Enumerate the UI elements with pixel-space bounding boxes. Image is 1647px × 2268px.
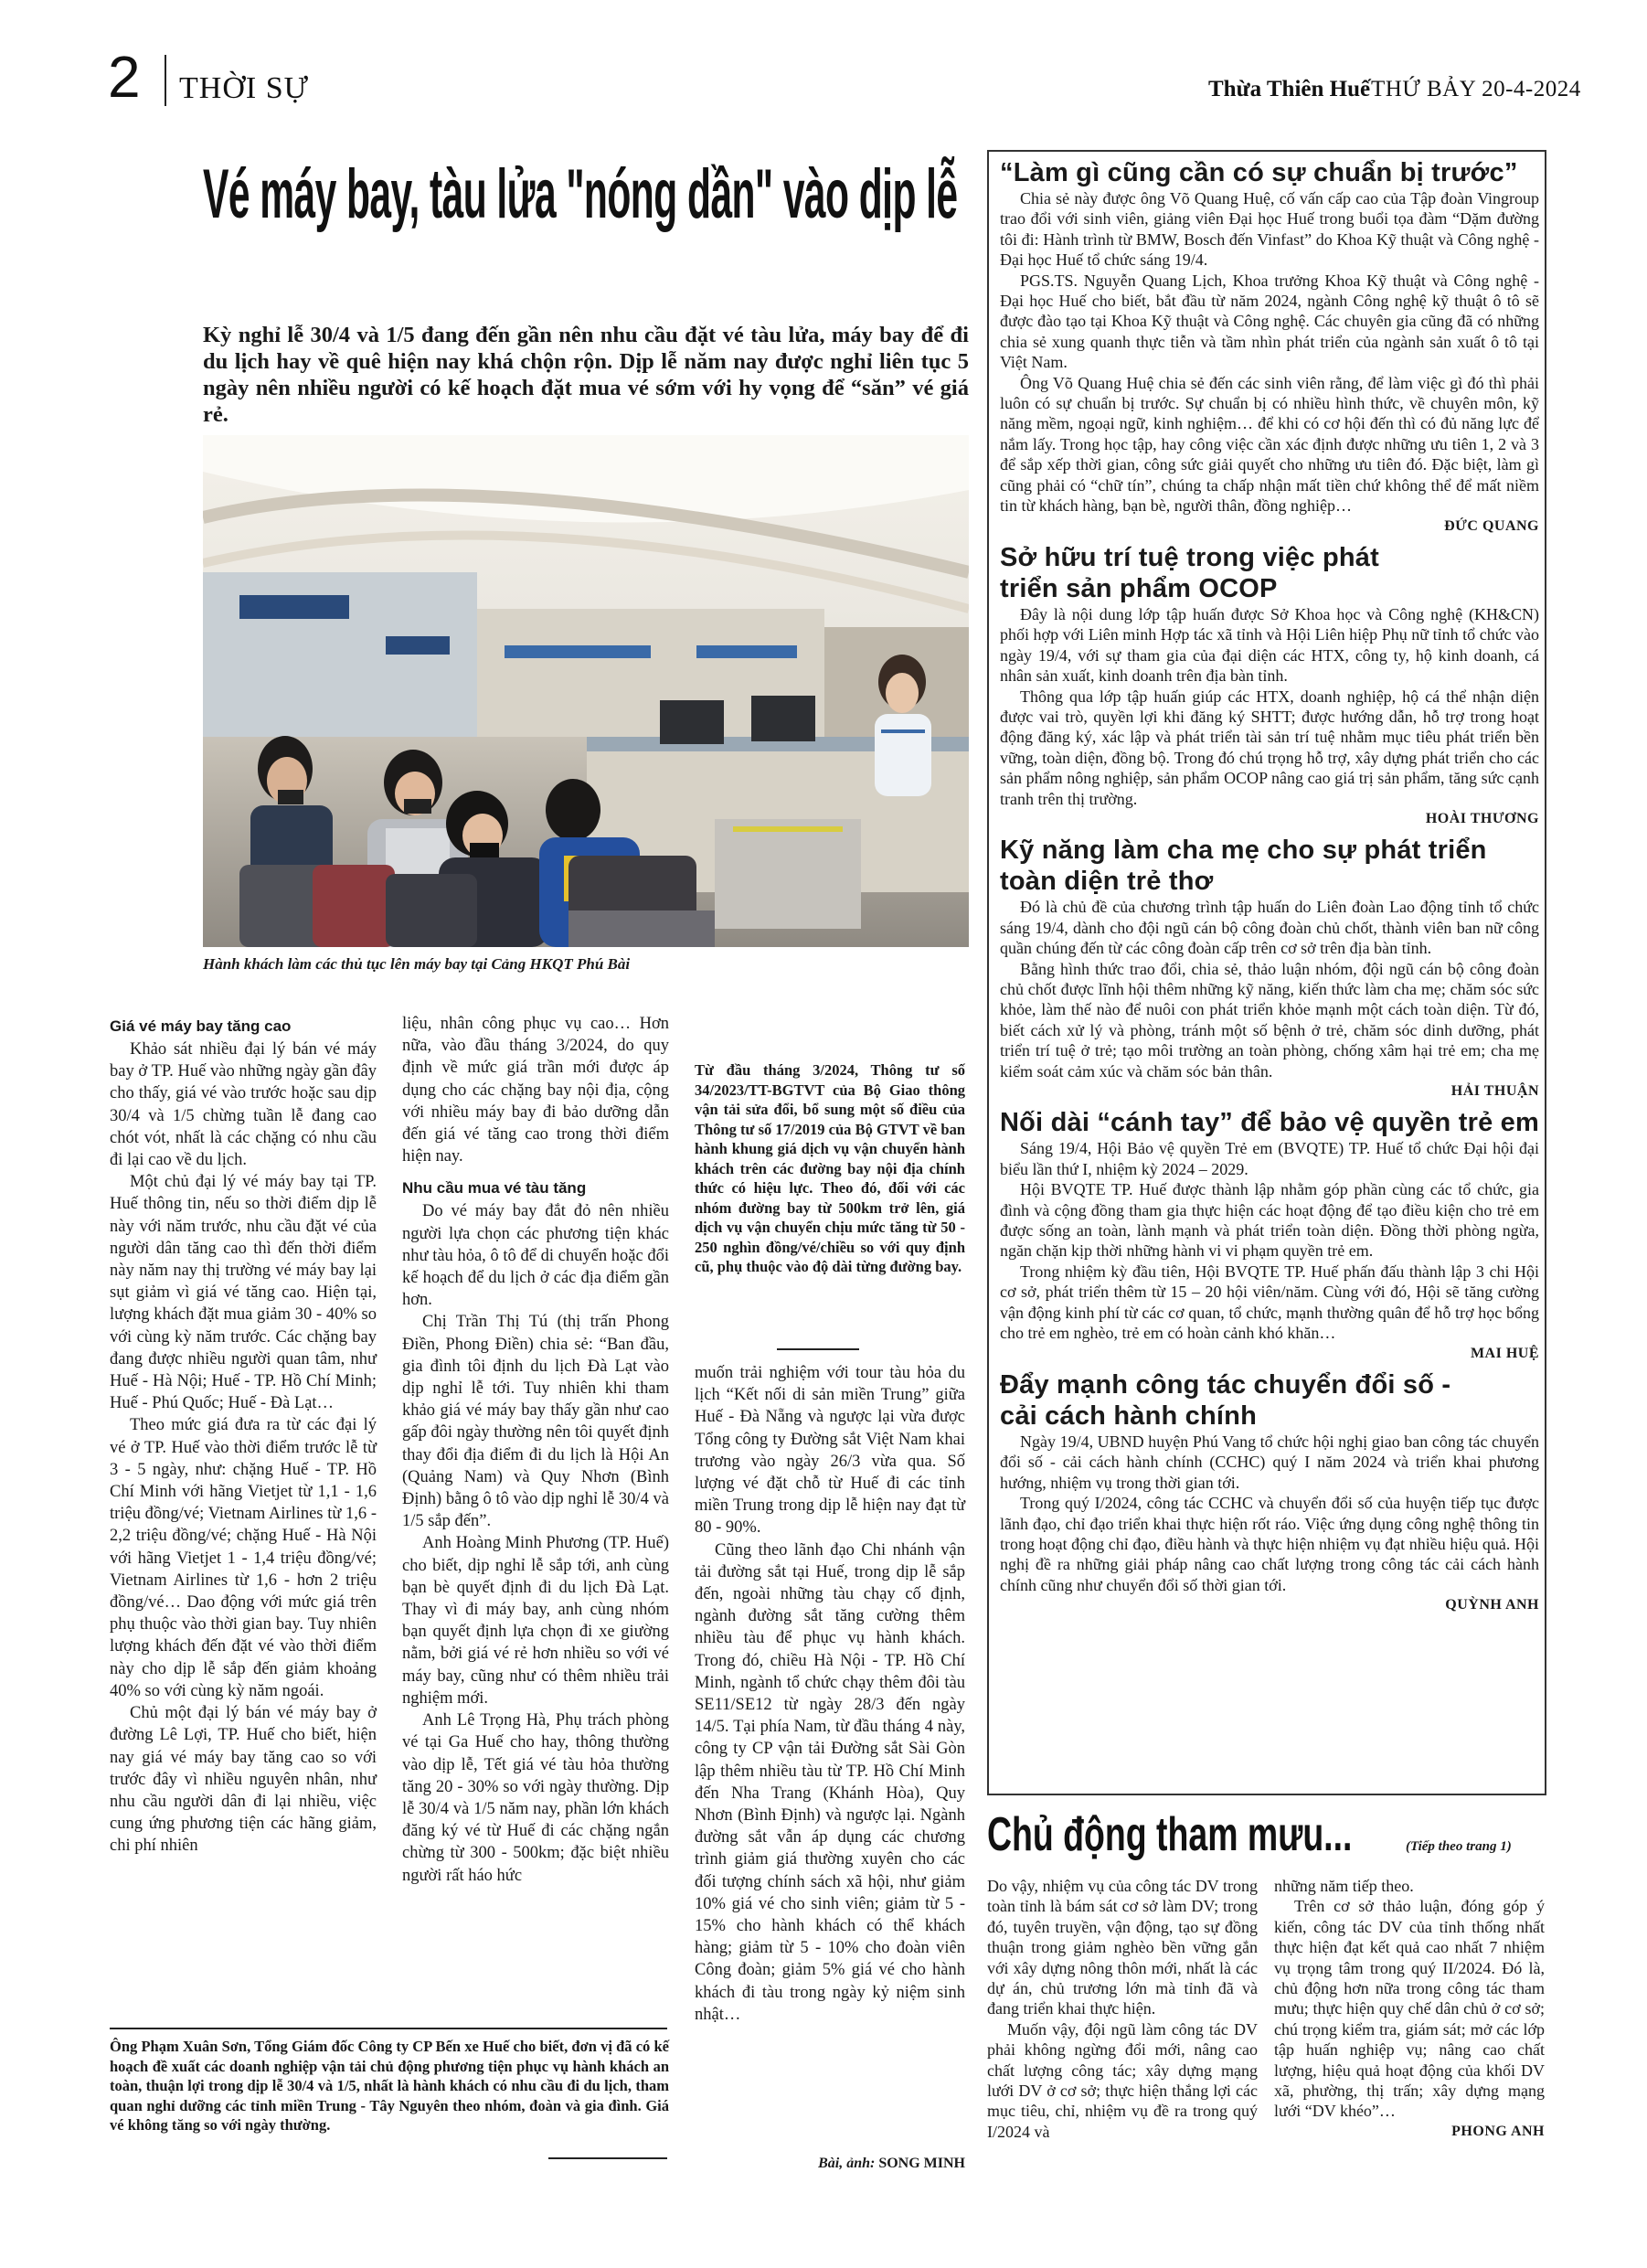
article-paragraph: Khảo sát nhiều đại lý bán vé máy bay ở TP. Huế vào những ngày gần đây cho thấy, giá vé vào trước hoặc sau dịp 30/4 và 1/5 chừng tuần lễ đang cao chót vót, nhất là các chặng có nhu cầu đi lại cao về du lịch. xyxy=(110,1040,377,1170)
article-paragraph: muốn trải nghiệm với tour tàu hỏa du lịch “Kết nối di sản miền Trung” giữa Huế - Đà Nẵng và ngược lại vừa được Tổng công ty Đường sắt Việt Nam khai trương vào ngày 26/3 vừa qua. Số lượng vé đặt chỗ từ Huế đi các tỉnh miền Trung trong dịp lễ hiện nay đạt từ 80 - 90%. xyxy=(695,1364,965,1538)
page-number: 2 xyxy=(108,44,141,110)
info-box: Từ đầu tháng 3/2024, Thông tư số 34/2023/TT-BGTVT của Bộ Giao thông vận tải sửa đổi, bổ sung một số điều của Thông tư số 17/2019 của Bộ GTVT về ban hành khung giá dịch vụ vận chuyển hành khách trên các đường bay nội địa chính thức có hiệu lực. Theo đó, đối với các nhóm đường bay từ 500km trở lên, giá dịch vụ vận chuyển chịu mức tăng từ 50 - 250 nghìn đồng/vé/chiều so với quy định cũ, phụ thuộc vào độ dài từng đường bay. xyxy=(695,1061,965,1275)
brief-author: QUỲNH ANH xyxy=(1445,1597,1539,1613)
continued-paragraph: Trên cơ sở thảo luận, đóng góp ý kiến, công tác DV của tỉnh thống nhất thực hiện đạt kết quả cao nhất 7 nhiệm vụ trọng tâm trong quý II/2024. Đó là, chủ động hơn nữa trong công tác tham mưu; thực hiện quy chế dân chủ ở cơ sở; chú trọng kiểm tra, giám sát; mở các lớp tập huấn nghiệp vụ; nâng cao chất lượng, hiệu quả hoạt động của khối DV xã, phường, thị trấn; xây dựng mạng lưới “DV khéo”… xyxy=(1274,1897,1545,2121)
continued-paragraph: những năm tiếp theo. xyxy=(1274,1877,1414,1895)
article-paragraph: liệu, nhân công phục vụ cao… Hơn nữa, vào đầu tháng 3/2024, do quy định về mức giá trần mới được áp dụng cho các chặng bay nội địa, cộng với nhiều máy bay đi bảo dưỡng dẫn đến giá vé tăng cao trong thời điểm hiện nay. xyxy=(402,1015,669,1166)
brief-author: ĐỨC QUANG xyxy=(1444,517,1539,534)
header-divider xyxy=(165,55,166,106)
brief-paragraph: Trong nhiệm kỳ đầu tiên, Hội BVQTE TP. Huế phấn đấu thành lập 3 chi Hội cơ sở, phát triển thêm từ 15 – 20 hội viên/năm. Cùng với đó, Hội sẽ tăng cường vận động kinh phí từ các cơ quan, tổ chức, mạnh thường quân để hỗ trợ học bổng cho trẻ em nghèo, trẻ em có hoàn cảnh khó khăn… xyxy=(1000,1262,1539,1343)
brief-paragraph: Trong quý I/2024, công tác CCHC và chuyển đổi số của huyện tiếp tục được lãnh đạo, chỉ đạo triển khai thực hiện rốt ráo. Việc ứng dụng công nghệ thông tin trong hoạt động chỉ đạo, điều hành và thực hiện nhiệm vụ đạt nhiều hiệu quả. Hội nghị đề ra những giải pháp nâng cao chất lượng trong công tác cải cách hành chính cũng như chuyển đổi số thời gian tới. xyxy=(1000,1494,1539,1594)
page-header xyxy=(0,0,1647,119)
issue-date: THỨ BẢY 20-4-2024 xyxy=(1371,77,1581,101)
brief-author: HOÀI THƯƠNG xyxy=(1425,810,1539,826)
brief-item xyxy=(1000,1369,1539,1616)
article-paragraph: Một chủ đại lý vé máy bay tại TP. Huế thông tin, nếu so thời điểm dịp lễ này với năm trước, nhu cầu đặt vé của người dân tăng cao thì đến thời điểm này năm nay thị trường vé máy bay lại sụt giảm vì giá vé tăng cao. Hiện tại, lượng khách đặt mua giảm 30 - 40% so với cùng kỳ năm trước. Các chặng bay đang được nhiều người quan tâm, như Huế - Hà Nội; Huế - TP. Hồ Chí Minh; Huế - Phú Quốc; Huế - Đà Lạt… xyxy=(110,1173,377,1413)
section-name: THỜI SỰ xyxy=(179,71,309,105)
continued-note: (Tiếp theo trang 1) xyxy=(1406,1839,1512,1854)
paper-name: Thừa Thiên Huế xyxy=(1208,77,1371,101)
signature-prefix: Bài, ảnh: xyxy=(818,2156,876,2171)
article-paragraph: Do vé máy bay đắt đỏ nên nhiều người lựa chọn các phương tiện khác như tàu hỏa, ô tô để di chuyển hoặc đổi kế hoạch để du lịch ở các địa điểm gần hơn. xyxy=(402,1202,669,1310)
brief-item xyxy=(1000,835,1539,1102)
brief-headline: Đẩy mạnh công tác chuyển đổi số - cải cách hành chính xyxy=(1000,1369,1451,1431)
brief-headline: Sở hữu trí tuệ trong việc phát triển sản phẩm OCOP xyxy=(1000,542,1379,603)
signature-name: SONG MINH xyxy=(878,2156,965,2171)
continued-paragraph: Do vậy, nhiệm vụ của công tác DV trong toàn tỉnh là bám sát cơ sở làm DV; trong đó, tuyên truyền, vận động, tạo sự đồng thuận trong giảm nghèo bền vững gắn với xây dựng nông thôn mới, nhất là các dự án, chủ trương lớn mà tỉnh đã và đang triển khai thực hiện. xyxy=(987,1877,1258,2018)
brief-item xyxy=(1000,1107,1539,1363)
brief-paragraph: Hội BVQTE TP. Huế được thành lập nhằm góp phần cùng các tổ chức, gia đình và cộng đồng tham gia thực hiện các hoạt động để tạo điều kiện cho trẻ em được sống an toàn, lành mạnh và phát triển toàn diện. Đồng thời phòng ngừa, ngăn chặn kịp thời những hành vi vi phạm quyền trẻ em. xyxy=(1000,1180,1539,1261)
brief-paragraph: PGS.TS. Nguyễn Quang Lịch, Khoa trưởng Khoa Kỹ thuật và Công nghệ - Đại học Huế cho biết, bắt đầu từ năm 2024, ngành Công nghệ kỹ thuật ô tô sẽ được đào tạo tại Khoa Kỹ thuật và Công nghệ. Các chuyên gia cũng đã có những chia sẻ xung quanh thực tiễn và tầm nhìn phát triển của ngành sản xuất ô tô tại Việt Nam. xyxy=(1000,271,1539,372)
info-box-rule xyxy=(777,1348,859,1350)
brief-paragraph: Ngày 19/4, UBND huyện Phú Vang tổ chức hội nghị giao ban công tác chuyển đổi số - cải cách hành chính (CCHC) quý I năm 2024 và triển khai phương hướng, nhiệm vụ trong thời gian tới. xyxy=(1000,1432,1539,1492)
article-paragraph: Chủ một đại lý bán vé máy bay ở đường Lê Lợi, TP. Huế cho biết, hiện nay giá vé máy bay tăng cao so với trước đây vì nhiều nguyên nhân, như nhu cầu người dân đi lại nhiều, việc cung ứng phương tiện các hãng giảm, chi phí nhiên xyxy=(110,1704,377,1856)
brief-paragraph: Chia sẻ này được ông Võ Quang Huệ, cố vấn cấp cao của Tập đoàn Vingroup trao đổi với sinh viên, giảng viên Đại học Huế trong buổi tọa đàm “Dặm đường tôi đi: Hành trình từ BMW, Bosch đến Vinfast” do Khoa Kỹ thuật và Công nghệ - Đại học Huế tổ chức sáng 19/4. xyxy=(1000,189,1539,270)
brief-paragraph: Bằng hình thức trao đổi, chia sẻ, thảo luận nhóm, đội ngũ cán bộ công đoàn chủ chốt được lĩnh hội thêm những kỹ năng, kiến thức làm cha mẹ; chăm sóc sức khỏe, làm thế nào để nuôi con phát triển khỏe mạnh một cách toàn diện. Từ đó, biết cách xử lý và phòng, tránh một số bệnh ở trẻ, chăm sóc dinh dưỡng, phát triển trí tuệ ở trẻ; tạo môi trường an toàn phòng, chống xâm hại trẻ em; cha mẹ kiểm soát cảm xúc và chăm sóc bản thân. xyxy=(1000,959,1539,1081)
continued-column-2 xyxy=(1274,1876,1545,2142)
continued-headline: Chủ động tham mưu... xyxy=(987,1808,1353,1861)
main-headline-wrap xyxy=(203,151,971,261)
main-photo xyxy=(203,435,969,947)
footnote-rule-bottom xyxy=(548,2157,667,2159)
brief-paragraph: Thông qua lớp tập huấn giúp các HTX, doanh nghiệp, hộ cá thể nhận diện được vai trò, quyền lợi khi đăng ký SHTT; được hướng dẫn, hỗ trợ trong hoạt động đăng ký, xác lập và phát triển tài sản trí tuệ nhằm mục tiêu phát triển bền vững, toàn diện, đồng bộ. Trong đó chú trọng hỗ trợ, xây dựng phát triển cho các sản phẩm nông nghiệp, sản phẩm OCOP nâng cao giá trị sản phẩm, tăng sức cạnh tranh trên thị trường. xyxy=(1000,687,1539,808)
brief-headline: “Làm gì cũng cần có sự chuẩn bị trước” xyxy=(1000,158,1518,187)
continued-paragraph: Muốn vậy, đội ngũ làm công tác DV phải không ngừng đổi mới, nâng cao chất lượng công tác; xây dựng mạng lưới DV ở cơ sở; thực hiện thắng lợi các mục tiêu, chỉ, nhiệm vụ đề ra trong quý I/2024 và xyxy=(987,2019,1258,2141)
footnote-text: Ông Phạm Xuân Sơn, Tổng Giám đốc Công ty CP Bến xe Huế cho biết, đơn vị đã có kế hoạch đề xuất các doanh nghiệp vận tải chủ động phương tiện phục vụ hành khách an toàn, thuận lợi trong dịp lễ 30/4 và 1/5, nhất là hành khách có nhu cầu đi du lịch, tham quan nghỉ dưỡng các tỉnh miền Trung - Tây Nguyên theo nhóm, đoàn và gia đình. Giá vé không tăng so với ngày thường. xyxy=(110,2038,669,2134)
brief-paragraph: Sáng 19/4, Hội Bảo vệ quyền Trẻ em (BVQTE) TP. Huế tổ chức Đại hội đại biểu lần thứ I, nhiệm kỳ 2024 – 2029. xyxy=(1000,1139,1539,1178)
brief-headline: Kỹ năng làm cha mẹ cho sự phát triển toàn diện trẻ thơ xyxy=(1000,836,1487,897)
brief-item xyxy=(1000,157,1539,537)
article-signature xyxy=(695,2156,965,2172)
article-paragraph: Chị Trần Thị Tú (thị trấn Phong Điền, Phong Điền) chia sẻ: “Ban đầu, gia đình tôi định du lịch Đà Lạt vào dịp nghỉ lễ tới. Tuy nhiên khi tham khảo giá vé máy bay thấy gần như cao gấp đôi ngày thường nên tôi quyết định thay đổi địa điểm đi du lịch là Hội An (Quảng Nam) và Quy Nhơn (Bình Định) bằng ô tô vào dịp nghỉ lễ 30/4 và 1/5 sắp đến”. xyxy=(402,1313,669,1531)
continued-headline-wrap xyxy=(987,1805,1417,1869)
brief-author: HẢI THUẬN xyxy=(1450,1083,1539,1100)
subhead-train: Nhu cầu mua vé tàu tăng xyxy=(402,1179,587,1198)
subhead-airfare: Giá vé máy bay tăng cao xyxy=(110,1017,292,1035)
brief-item xyxy=(1000,542,1539,829)
brief-headline: Nối dài “cánh tay” để bảo vệ quyền trẻ em xyxy=(1000,1108,1539,1138)
brief-author: MAI HUỆ xyxy=(1470,1345,1539,1361)
main-headline: Vé máy bay, tàu lửa "nóng dần" vào dịp lễ xyxy=(203,155,958,233)
photo-caption: Hành khách làm các thủ tục lên máy bay tại Cảng HKQT Phú Bài xyxy=(203,955,631,973)
footnote-rule xyxy=(110,2028,667,2029)
article-paragraph: Cũng theo lãnh đạo Chi nhánh vận tải đường sắt tại Huế, trong dịp lễ sắp đến, ngoài những tàu chạy cố định, ngành đường sắt tăng cường thêm nhiều tàu để phục vụ hành khách. Trong đó, chiều Hà Nội - TP. Hồ Chí Minh, ngành tổ chức chạy thêm đôi tàu SE11/SE12 từ ngày 28/3 đến ngày 14/5. Tại phía Nam, từ đầu tháng 4 này, công ty CP vận tải Đường sắt Sài Gòn lập thêm nhiều tàu từ TP. Hồ Chí Minh đến Nha Trang (Khánh Hòa), Quy Nhơn (Bình Định) và ngược lại. Ngành đường sắt vẫn áp dụng các chương trình giảm giá thường xuyên cho các đối tượng chính sách xã hội, như giảm 10% giá vé cho sinh viên; giảm từ 5 - 15% cho hành khách có thể khách hàng; giảm từ 5 - 10% cho đoàn viên Công đoàn; giảm 5% giá vé cho hành khách đi tàu trong ngày kỷ niệm sinh nhật… xyxy=(695,1540,965,2024)
brief-paragraph: Đó là chủ đề của chương trình tập huấn do Liên đoàn Lao động tỉnh tổ chức sáng 19/4, dành cho đội ngũ cán bộ công đoàn chủ chốt, thành viên ban nữ công quần chúng đến từ các công đoàn cấp trên cơ sở trên địa bàn tỉnh. xyxy=(1000,898,1539,958)
article-column-1 xyxy=(110,1013,377,1858)
lead-paragraph: Kỳ nghỉ lễ 30/4 và 1/5 đang đến gần nên nhu cầu đặt vé tàu lửa, máy bay để đi du lịch hay về quê hiện nay khá chộn rộn. Dịp lễ năm nay được nghỉ liên tục 5 ngày nên nhiều người có kế hoạch đặt mua vé sớm với hy vọng để “săn” vé giá rẻ. xyxy=(203,323,969,427)
article-column-2 xyxy=(402,1013,669,1887)
briefs-column xyxy=(1000,157,1539,1616)
brief-paragraph: Đây là nội dung lớp tập huấn được Sở Khoa học và Công nghệ (KH&CN) phối hợp với Liên minh Hợp tác xã tỉnh và Hội Liên hiệp Phụ nữ tỉnh tổ chức vào ngày 19/4, với sự tham gia của đại diện các HTX, công ty, hộ kinh doanh, cá nhân sản xuất, kinh doanh trên địa bàn tỉnh. xyxy=(1000,604,1539,686)
continued-column-1 xyxy=(987,1876,1258,2142)
article-paragraph: Anh Hoàng Minh Phương (TP. Huế) cho biết, dịp nghỉ lễ sắp tới, anh cùng bạn bè quyết định đi du lịch Đà Lạt. Thay vì đi máy bay, anh cùng nhóm bạn quyết định lựa chọn đi xe giường nằm, bởi giá vé rẻ hơn nhiều so với vé máy bay, cũng như có thêm nhiều trải nghiệm mới. xyxy=(402,1534,669,1708)
brief-paragraph: Ông Võ Quang Huệ chia sẻ đến các sinh viên rằng, để làm việc gì đó thì phải luôn có sự chuẩn bị trước. Sự chuẩn bị có nhiều hình thức, về chuyên môn, kỹ năng mềm, ngoại ngữ, kinh nghiệm… để khi có cơ hội đến thì có đủ năng lực để nắm lấy. Trong học tập, hay công việc cần xác định được những ưu tiên 1, 2 và 3 để sắp xếp thời gian, công sức giải quyết cho những ưu tiên đó. Đặc biệt, làm gì cũng phải có “chữ tín”, chúng ta chấp nhận mất tiền chứ không thể để mất niềm tin từ khách hàng, bạn bè, người thân, đồng nghiệp… xyxy=(1000,373,1539,516)
article-column-3 xyxy=(695,1362,965,2026)
article-paragraph: Anh Lê Trọng Hà, Phụ trách phòng vé tại Ga Huế cho hay, thông thường vào dịp lễ, Tết giá vé tàu hỏa thường tăng 20 - 30% so với ngày thường. Dịp lễ 30/4 và 1/5 năm nay, phần lớn khách đăng ký vé từ Huế đi các chặng ngắn chừng từ 300 - 500km; đặc biệt nhiều người rất háo hức xyxy=(402,1711,669,1885)
airport-checkin-photo xyxy=(203,435,969,947)
article-paragraph: Theo mức giá đưa ra từ các đại lý vé ở TP. Huế vào thời điểm trước lễ từ 3 - 5 ngày, như: chặng Huế - TP. Hồ Chí Minh với hãng Vietjet từ 1,1 - 1,6 triệu đồng/vé; Vietnam Airlines từ 1,6 - 2,2 triệu đồng/vé; chặng Huế - Hà Nội với hãng Vietjet 1 - 1,4 triệu đồng/vé; Vietnam Airlines từ 1,6 - hơn 2 triệu đồng/vé… Dao động với mức giá trên phụ thuộc vào thời gian bay. Tuy nhiên lượng khách đến đặt vé vào thời điểm này cho dịp lễ sắp đến giảm khoảng 40% so với cùng kỳ năm ngoái. xyxy=(110,1416,377,1700)
continued-author: PHONG ANH xyxy=(1451,2123,1545,2139)
